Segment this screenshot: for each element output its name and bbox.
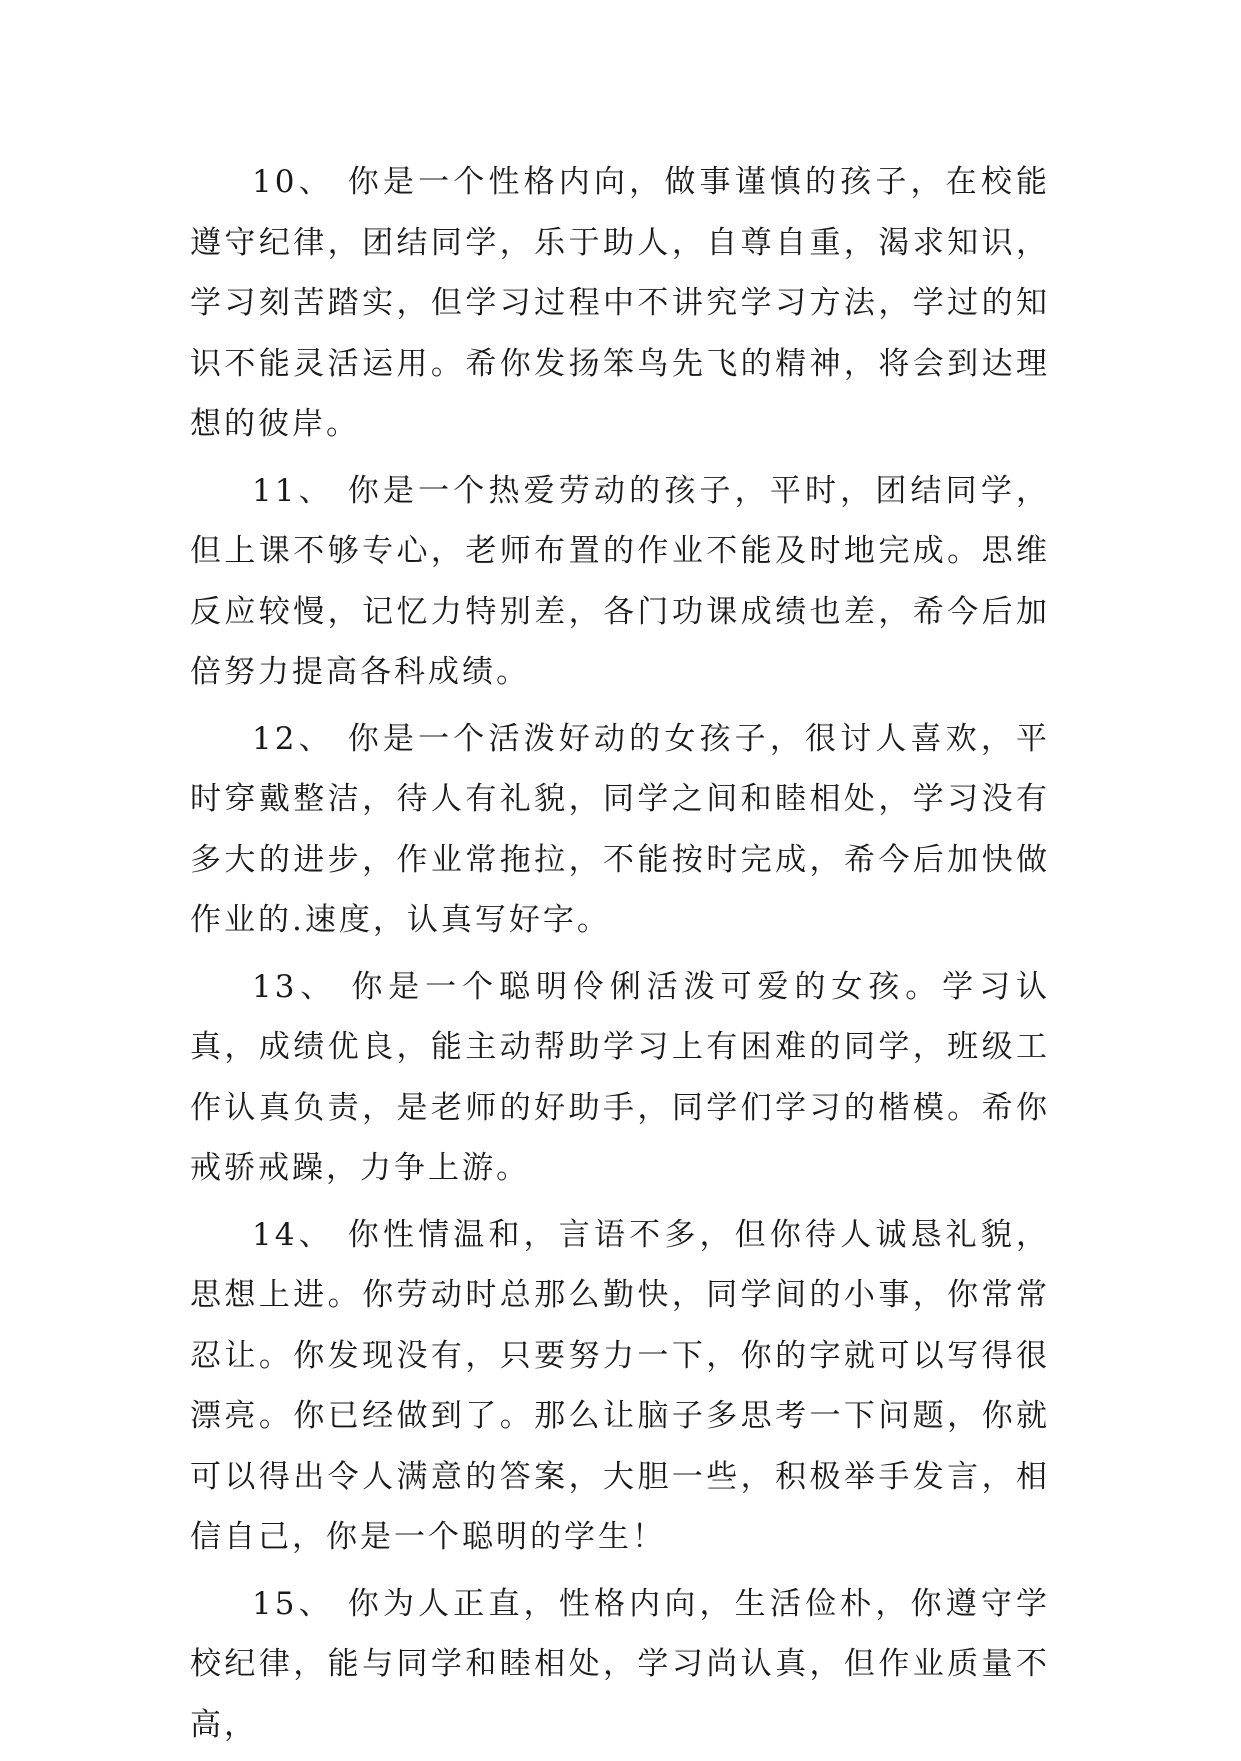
paragraph-14	[190, 1205, 1050, 1568]
paragraph-number: 15、	[252, 1585, 334, 1622]
paragraph-15	[190, 1574, 1050, 1756]
paragraph-number: 12、	[252, 720, 334, 757]
paragraph-number: 13、	[252, 968, 338, 1005]
paragraph-text: 你是一个性格内向，做事谨慎的孩子，在校能遵守纪律，团结同学，乐于助人，自尊自重，渴求知识，学习刻苦踏实，但学习过程中不讲究学习方法，学过的知识不能灵活运用。希你发扬笨鸟先飞的精神，将会到达理想的彼岸。	[190, 164, 1051, 442]
paragraph-text: 你是一个热爱劳动的孩子，平时，团结同学，但上课不够专心，老师布置的作业不能及时地完成。思维反应较慢，记忆力特别差，各门功课成绩也差，希今后加倍努力提高各科成绩。	[190, 472, 1051, 690]
paragraph-12	[190, 709, 1050, 951]
paragraph-number: 14、	[252, 1216, 334, 1253]
paragraph-text: 你是一个聪明伶俐活泼可爱的女孩。学习认真，成绩优良，能主动帮助学习上有困难的同学，班级工作认真负责，是老师的好助手，同学们学习的楷模。希你戒骄戒躁，力争上游。	[190, 968, 1051, 1186]
paragraph-text: 你是一个活泼好动的女孩子，很讨人喜欢，平时穿戴整洁，待人有礼貌，同学之间和睦相处，学习没有多大的进步，作业常拖拉，不能按时完成，希今后加快做作业的.速度，认真写好字。	[190, 720, 1051, 938]
paragraph-13	[190, 957, 1050, 1199]
document-body	[190, 152, 1050, 1761]
paragraph-text: 你为人正直，性格内向，生活俭朴，你遵守学校纪律，能与同学和睦相处，学习尚认真，但作业质量不高，	[190, 1585, 1051, 1743]
paragraph-number: 10、	[252, 164, 334, 200]
paragraph-10	[190, 152, 1050, 455]
paragraph-number: 11、	[252, 472, 334, 509]
paragraph-11	[190, 461, 1050, 703]
paragraph-text: 你性情温和，言语不多，但你待人诚恳礼貌，思想上进。你劳动时总那么勤快，同学间的小事，你常常忍让。你发现没有，只要努力一下，你的字就可以写得很漂亮。你已经做到了。那么让脑子多思考一下问题，你就可以得出令人满意的答案，大胆一些，积极举手发言，相信自己，你是一个聪明的学生！	[190, 1216, 1051, 1555]
